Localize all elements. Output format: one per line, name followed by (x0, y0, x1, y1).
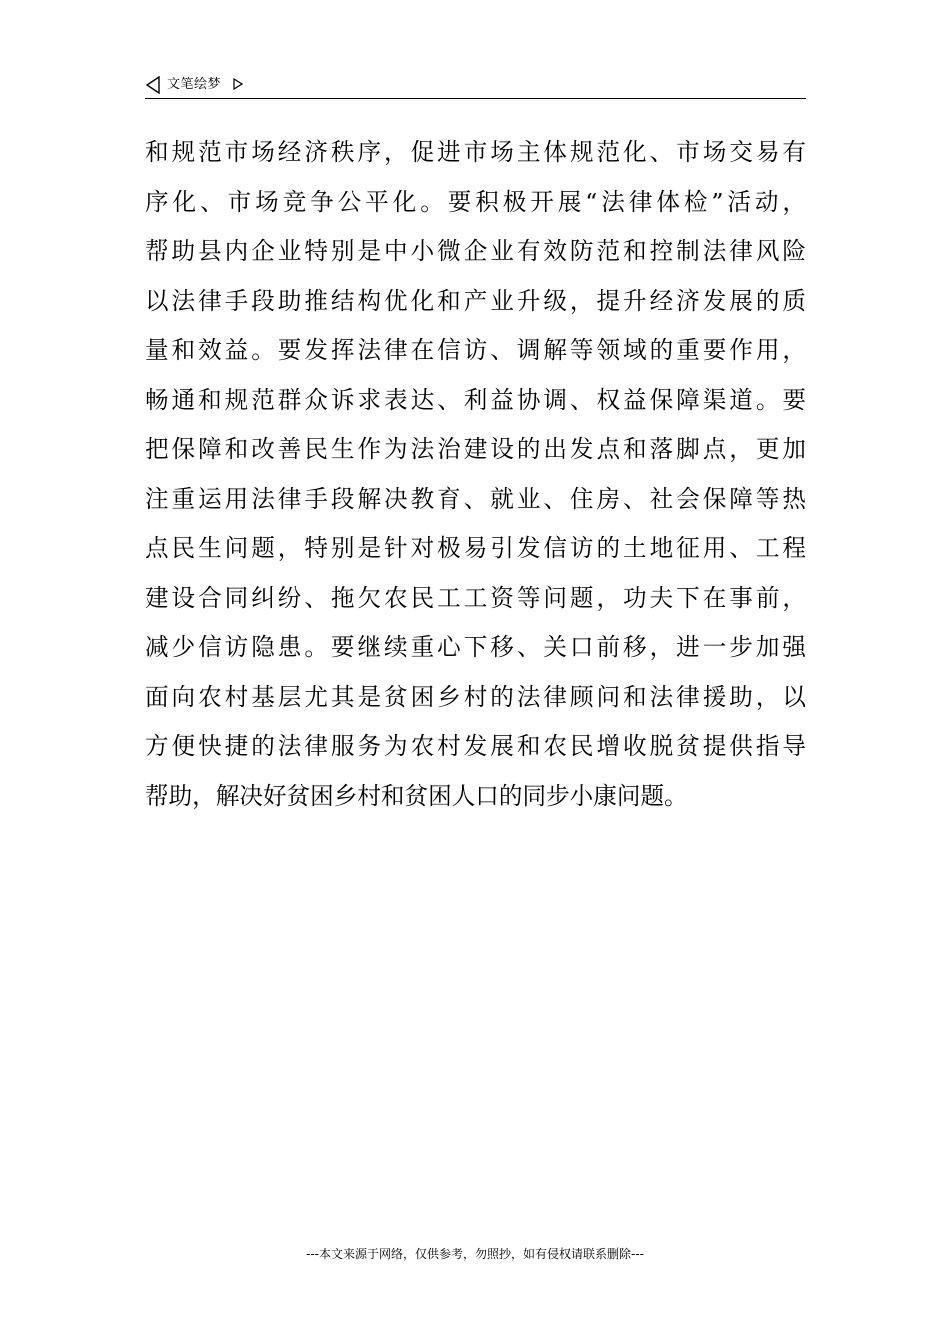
text-line: 点民生问题，特别是针对极易引发信访的土地征用、工程 (145, 534, 806, 562)
page-header (145, 74, 806, 99)
text-line: 把保障和改善民生作为法治建设的出发点和落脚点，更加 (145, 435, 806, 463)
body-paragraph (145, 128, 806, 821)
triangle-right-icon (233, 78, 243, 90)
text-line: 注重运用法律手段解决教育、就业、住房、社会保障等热 (145, 484, 806, 513)
text-line: 帮助县内企业特别是中小微企业有效防范和控制法律风险 (145, 237, 806, 265)
text-line: 以法律手段助推结构优化和产业升级，提升经济发展的质 (145, 286, 806, 315)
text-line: 建设合同纠纷、拖欠农民工工资等问题，功夫下在事前， (145, 583, 806, 612)
text-line: 方便快捷的法律服务为农村发展和农民增收脱贫提供指导 (145, 732, 806, 760)
footer-disclaimer: ---本文来源于网络，仅供参考，勿照抄，如有侵权请联系删除--- (306, 1247, 644, 1261)
text-line: 量和效益。要发挥法律在信访、调解等领域的重要作用， (145, 336, 806, 364)
text-line: 面向农村基层尤其是贫困乡村的法律顾问和法律援助，以 (145, 682, 806, 711)
header-title: 文笔绘梦 (167, 77, 222, 92)
text-line: 序化、市场竞争公平化。要积极开展“法律体检”活动， (145, 187, 806, 216)
triangle-left-icon (145, 76, 161, 94)
text-line: 和规范市场经济秩序，促进市场主体规范化、市场交易有 (145, 138, 806, 166)
text-line: 帮助，解决好贫困乡村和贫困人口的同步小康问题。 (145, 781, 688, 810)
text-line: 减少信访隐患。要继续重心下移、关口前移，进一步加强 (145, 633, 806, 661)
text-line: 畅通和规范群众诉求表达、利益协调、权益保障渠道。要 (145, 385, 806, 414)
